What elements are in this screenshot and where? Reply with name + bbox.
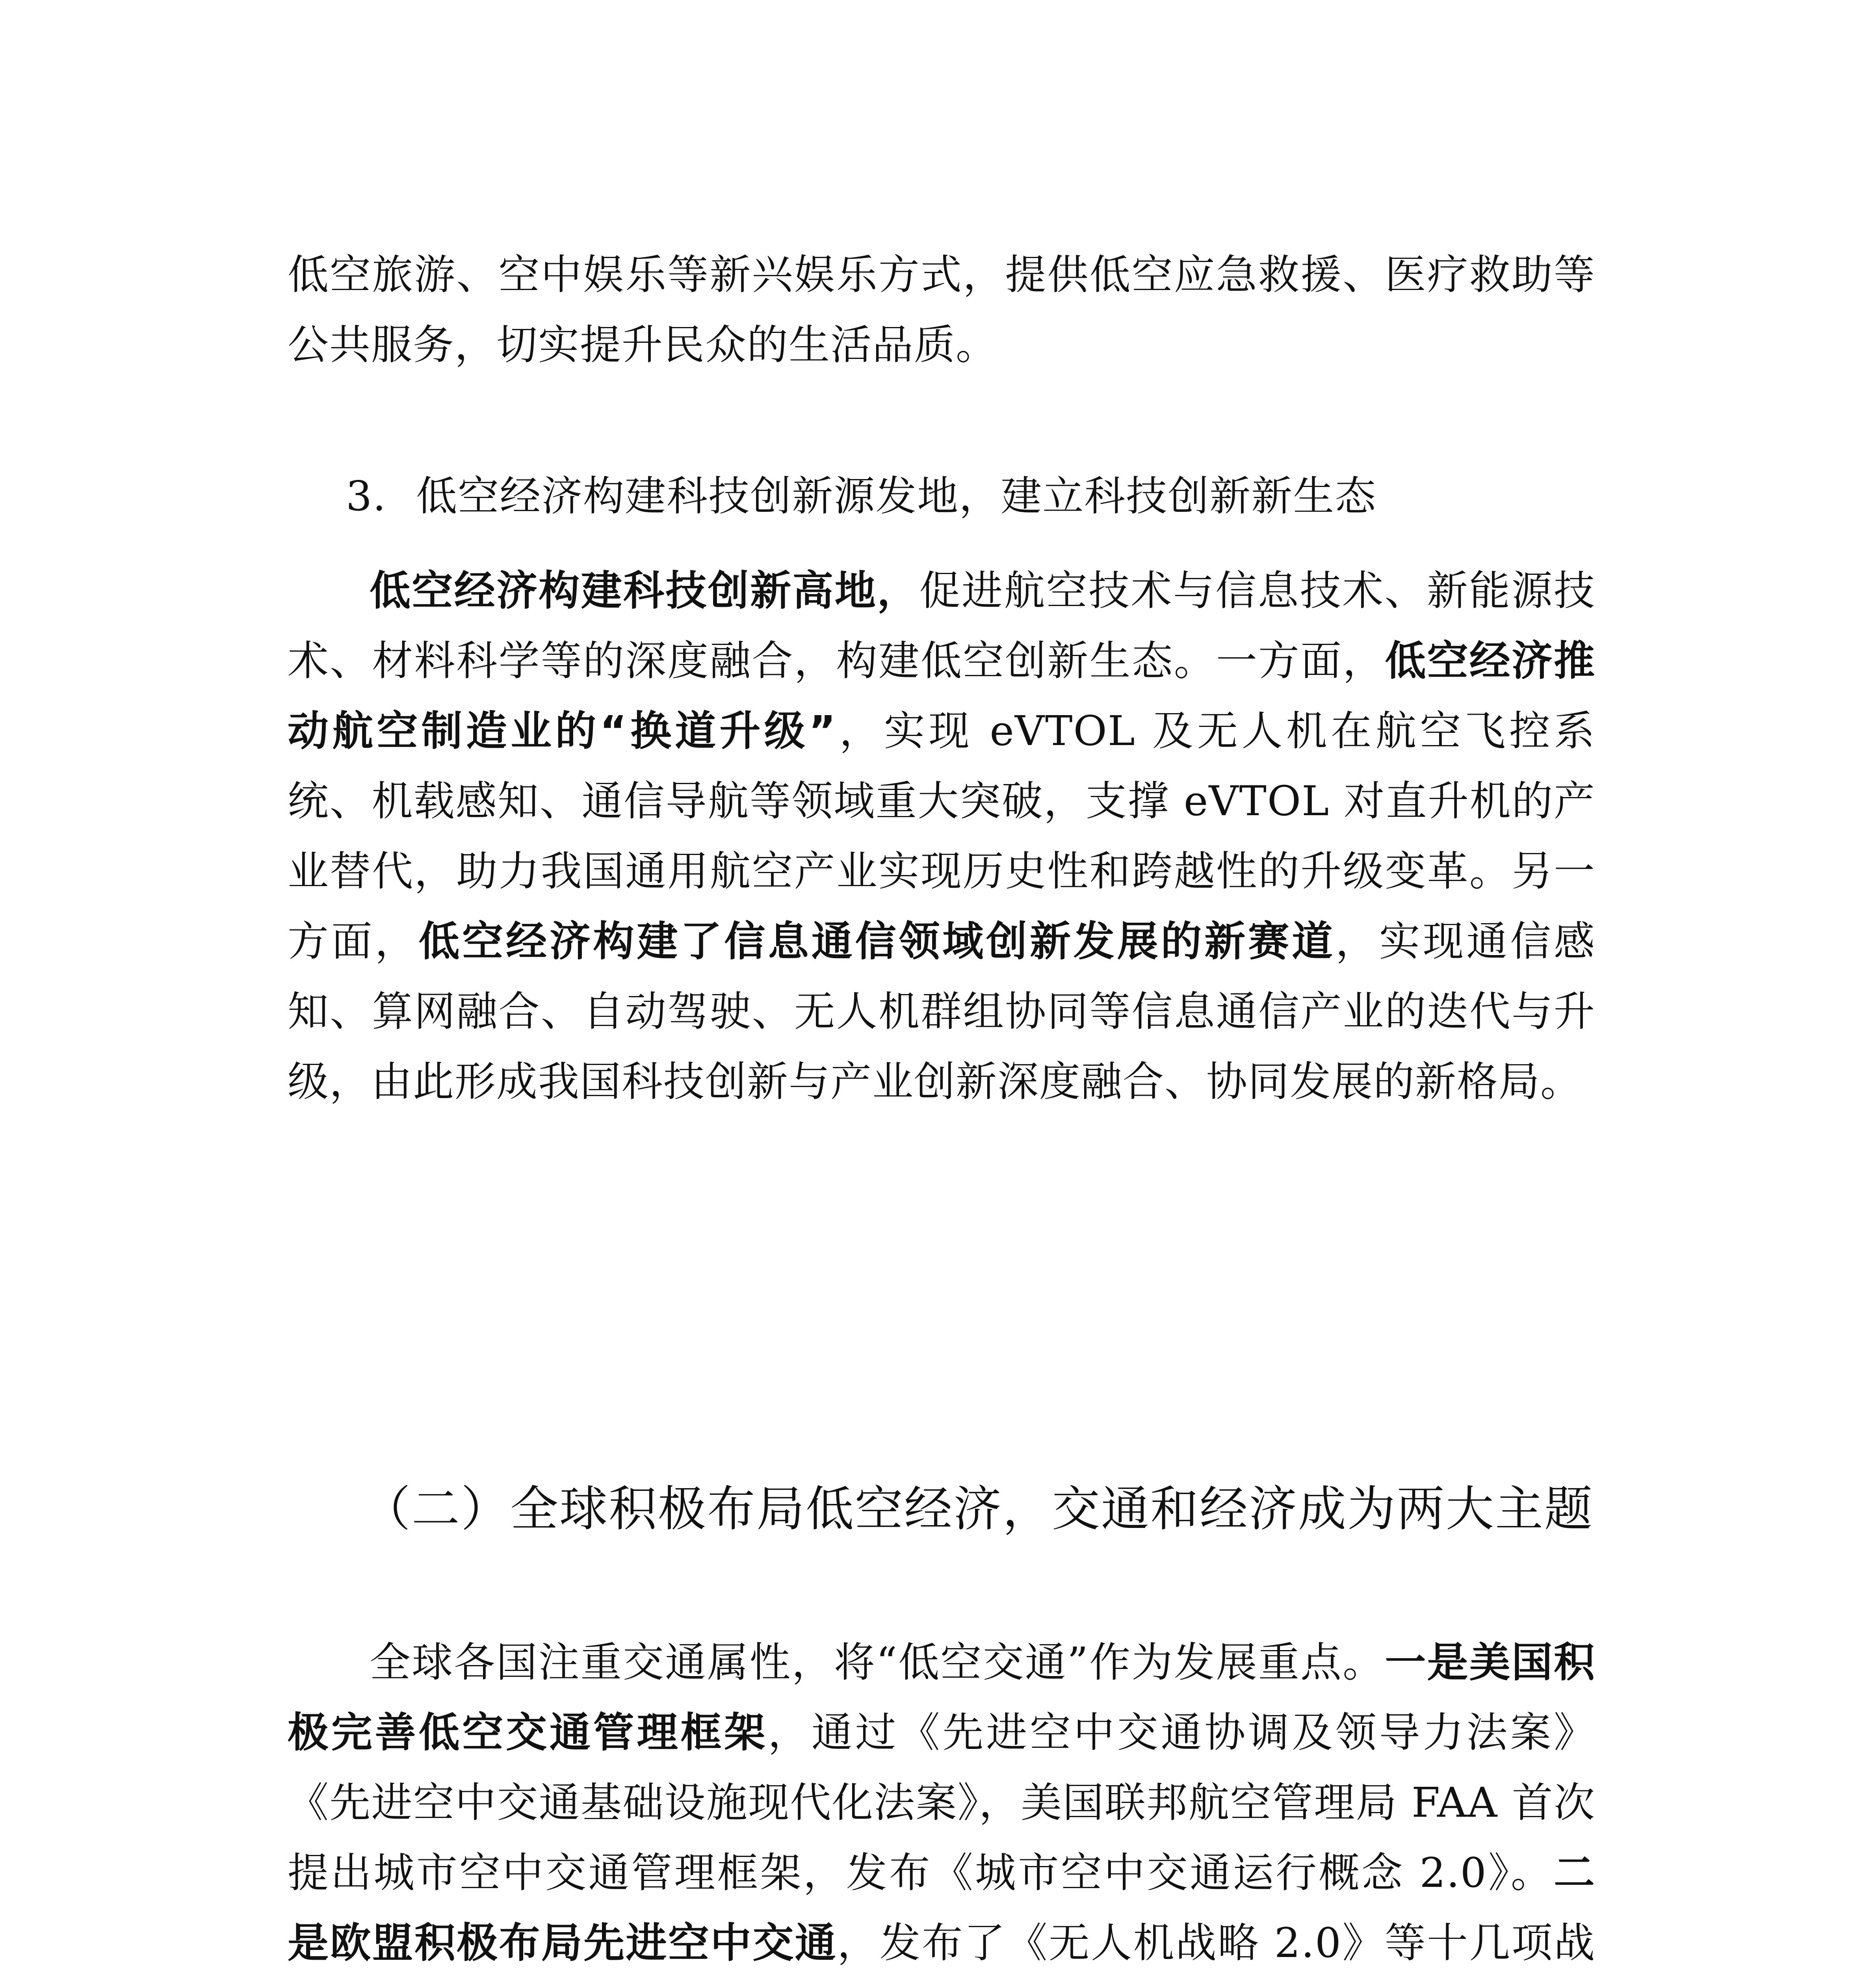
tech-paragraph-block: [288, 556, 1596, 1117]
section-heading-2: [362, 1474, 1623, 1544]
global-text-1: 全球各国注重交通属性，将“低空交通”作为发展重点。: [370, 1638, 1385, 1686]
tech-bold-3: 低空经济构建了信息通信领域创新发展的新赛道: [418, 917, 1335, 965]
continuation-paragraph-block: [288, 240, 1596, 380]
tech-text-3: ，实现通信感知、算网融合、自动驾驶、无人机群组协同等信息通信产业的迭代与升级，由此形成我国科技创新与产业创新深度融合、协同发展的新格局。: [288, 917, 1596, 1106]
global-text-3: ，发布了《无人机战略 2.0》等十几项战: [837, 1919, 1596, 1967]
global-text-2: ，通过《先进空中交通协调及领导力法案》《先进空中交通基础设施现代化法案》，美国联邦航空管理局 FAA 首次提出城市空中交通管理框架，发布《城市空中交通运行概念 2.0》。: [288, 1708, 1596, 1897]
tech-paragraph: [288, 556, 1596, 1117]
subheading-text: 低空经济构建科技创新源发地，建立科技创新新生态: [416, 472, 1377, 520]
tech-bold-2: 低空经济推动航空制造业的“换道升级”: [288, 637, 1596, 755]
subheading-number: 3.: [346, 472, 387, 520]
tech-bold-1: 低空经济构建科技创新高地，: [370, 567, 919, 615]
global-bold-1: 一是美国积极完善低空交通管理框架: [288, 1638, 1596, 1756]
continuation-text: 低空旅游、空中娱乐等新兴娱乐方式，提供低空应急救援、医疗救助等公共服务，切实提升民众的生活品质。: [288, 251, 1596, 369]
tech-text-2: ，实现 eVTOL 及无人机在航空飞控系统、机载感知、通信导航等领域重大突破，支撑 eVTOL 对直升机的产业替代，助力我国通用航空产业实现历史性和跨越性的升级变革。另一方面，: [288, 707, 1596, 965]
global-paragraph-block: [288, 1627, 1596, 1970]
section-heading-text: （二）全球积极布局低空经济，交通和经济成为两大主题: [362, 1481, 1594, 1537]
tech-text-1: 促进航空技术与信息技术、新能源技术、材料科学等的深度融合，构建低空创新生态。一方面，: [288, 567, 1596, 685]
subheading-3: [346, 461, 1607, 531]
global-bold-2: 二是欧盟积极布局先进空中交通: [288, 1849, 1596, 1967]
global-paragraph: [288, 1627, 1596, 1970]
continuation-paragraph: [288, 240, 1596, 380]
